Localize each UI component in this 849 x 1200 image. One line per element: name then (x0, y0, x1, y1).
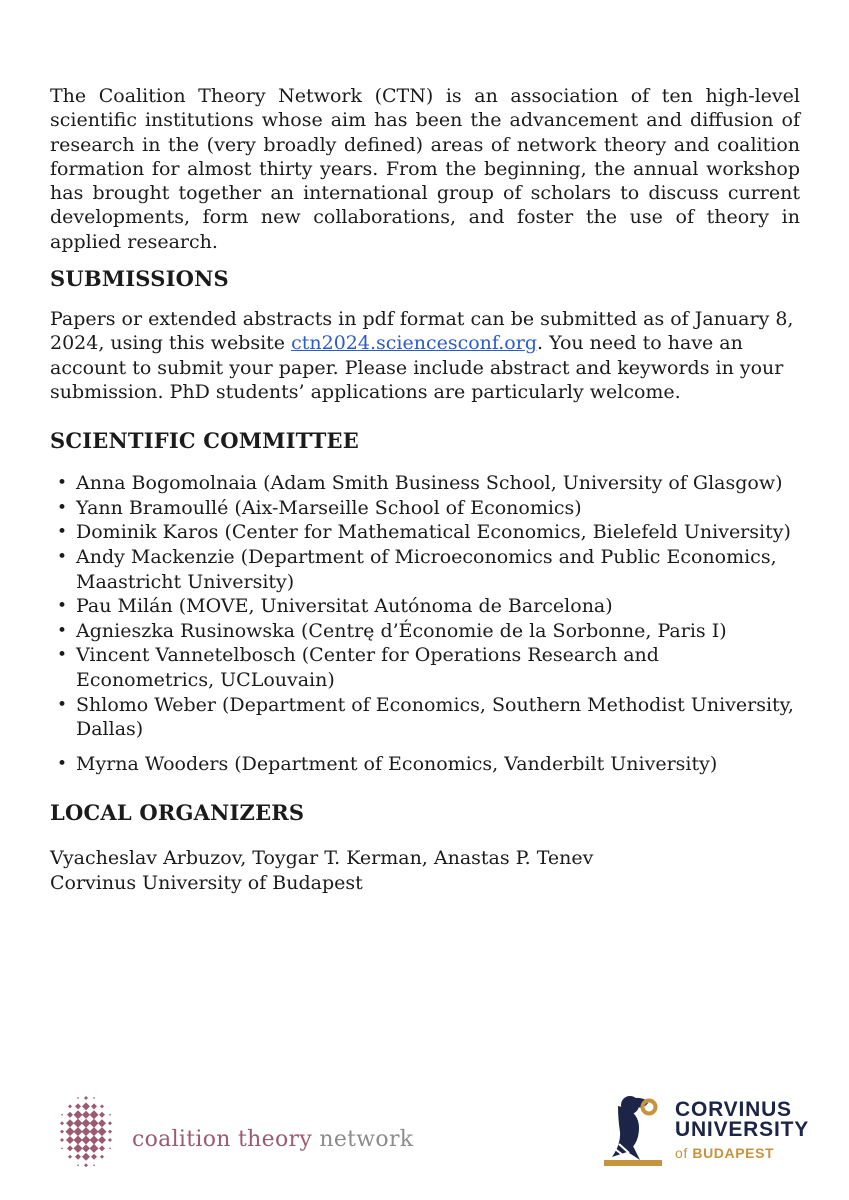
corvinus-text-line2: UNIVERSITY (675, 1118, 810, 1141)
scientific-committee-heading: SCIENTIFIC COMMITTEE (50, 428, 359, 454)
organizers-names: Vyacheslav Arbuzov, Toygar T. Kerman, Anastas P. Tenev (50, 847, 594, 870)
local-organizers-heading: LOCAL ORGANIZERS (50, 800, 305, 826)
committee-member: • Dominik Karos (Center for Mathematical Economics, Bielefeld University) (50, 520, 800, 545)
submissions-heading: SUBMISSIONS (50, 266, 229, 292)
local-organizers-paragraph (50, 846, 800, 895)
committee-member: • Agnieszka Rusinowska (Centrę d’Économie de la Sorbonne, Paris I) (50, 619, 800, 644)
corvinus-logo-text (675, 1100, 809, 1162)
submissions-text-before-link: Papers or extended abstracts in pdf format can be submitted as of January 8, 2024, using this website (50, 308, 794, 355)
committee-member: • Vincent Vannetelbosch (Center for Operations Research and Econometrics, UCLouvain) (50, 643, 800, 692)
ctn-logo-text (132, 1127, 413, 1152)
scientific-committee-list (50, 471, 800, 776)
organizers-affiliation: Corvinus University of Budapest (50, 871, 363, 894)
corvinus-text-line3 (675, 1144, 809, 1162)
committee-member: • Anna Bogomolnaia (Adam Smith Business School, University of Glasgow) (50, 471, 800, 496)
submissions-text-after-link: . You need to have an account to submit your paper. Please include abstract and keywords in your submission. PhD students’ applications are particularly welcome. (50, 332, 784, 403)
ctn-text-primary: coalition theory (132, 1126, 313, 1152)
corvinus-text-of: of (675, 1145, 693, 1161)
corvinus-text-budapest: BUDAPEST (692, 1145, 775, 1161)
corvinus-raven-icon (604, 1094, 666, 1168)
committee-member: • Shlomo Weber (Department of Economics, Southern Methodist University, Dallas) (50, 693, 800, 742)
committee-member: • Andy Mackenzie (Department of Microeconomics and Public Economics, Maastricht University) (50, 545, 800, 594)
submissions-paragraph (50, 307, 800, 404)
submission-website-link[interactable]: ctn2024.sciencesconf.org (291, 332, 537, 355)
committee-member: • Pau Milán (MOVE, Universitat Autónoma de Barcelona) (50, 594, 800, 619)
intro-paragraph: The Coalition Theory Network (CTN) is an association of ten high-level scientific institutions whose aim has been the advancement and diffusion of research in the (very broadly defined) areas of network theory and coalition formation for almost thirty years. From the beginning, the annual workshop has brought together an international group of scholars to discuss current developments, form new collaborations, and foster the use of theory in applied research. (50, 85, 800, 253)
ctn-text-secondary: network (312, 1126, 414, 1152)
ctn-logo (55, 1093, 413, 1171)
document-body (50, 84, 800, 895)
ctn-diamond-cluster-icon (55, 1093, 117, 1171)
committee-member: • Myrna Wooders (Department of Economics, Vanderbilt University) (50, 752, 800, 777)
corvinus-text-line1: CORVINUS (675, 1098, 792, 1121)
corvinus-logo (604, 1094, 809, 1168)
committee-member: • Yann Bramoullé (Aix-Marseille School of Economics) (50, 496, 800, 521)
